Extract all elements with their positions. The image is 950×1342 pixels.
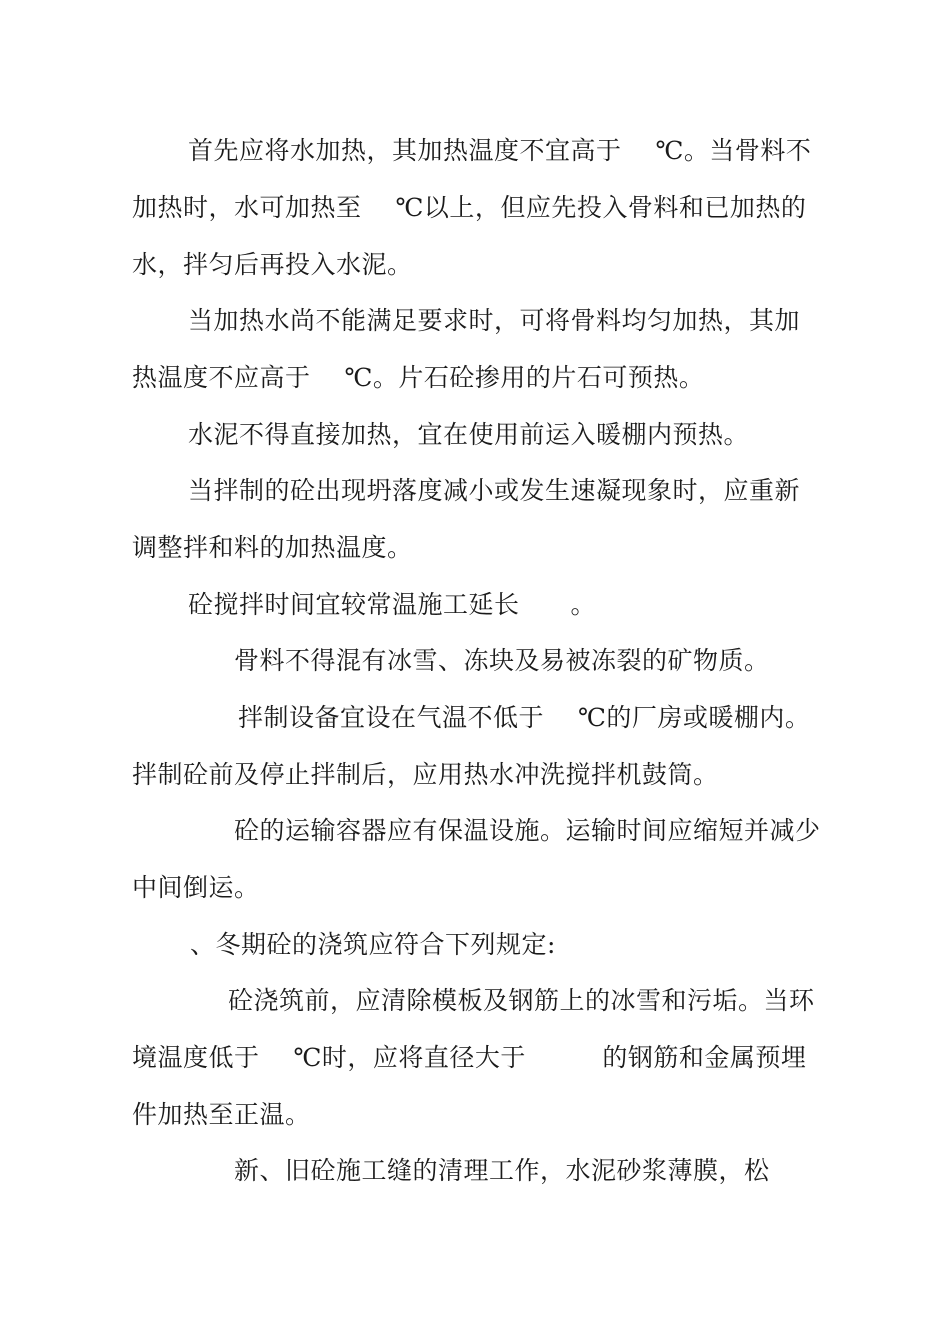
text-line: 水泥不得直接加热，宜在使用前运入暖棚内预热。 bbox=[188, 420, 750, 449]
text-line: 、冬期砼的浇筑应符合下列规定: bbox=[190, 930, 556, 959]
text-line: 件加热至正温。 bbox=[132, 1100, 311, 1129]
text-line: 水，拌匀后再投入水泥。 bbox=[132, 250, 413, 279]
text-line: 砼浇筑前，应清除模板及钢筋上的冰雪和污垢。当环 bbox=[228, 986, 815, 1015]
text-line: 热温度不应高于 ℃。片石砼掺用的片石可预热。 bbox=[132, 363, 705, 392]
text-line: 新、旧砼施工缝的清理工作，水泥砂浆薄膜，松 bbox=[234, 1156, 770, 1185]
text-line: 拌制设备宜设在气温不低于 ℃的厂房或暖棚内。 bbox=[238, 703, 811, 732]
text-line: 砼搅拌时间宜较常温施工延长 。 bbox=[188, 590, 597, 619]
text-line: 调整拌和料的加热温度。 bbox=[132, 533, 413, 562]
text-line: 当拌制的砼出现坍落度减小或发生速凝现象时，应重新 bbox=[188, 476, 801, 505]
text-line: 骨料不得混有冰雪、冻块及易被冻裂的矿物质。 bbox=[234, 646, 770, 675]
text-line: 当加热水尚不能满足要求时，可将骨料均匀加热，其加 bbox=[188, 306, 801, 335]
text-line: 加热时，水可加热至 ℃以上，但应先投入骨料和已加热的 bbox=[132, 193, 807, 222]
text-line: 拌制砼前及停止拌制后，应用热水冲洗搅拌机鼓筒。 bbox=[132, 760, 719, 789]
text-line: 中间倒运。 bbox=[132, 873, 260, 902]
text-line: 首先应将水加热，其加热温度不宜高于 ℃。当骨料不 bbox=[188, 136, 812, 165]
text-line: 砼的运输容器应有保温设施。运输时间应缩短并减少 bbox=[234, 816, 821, 845]
text-line: 境温度低于 ℃时，应将直径大于 的钢筋和金属预埋 bbox=[132, 1043, 807, 1072]
